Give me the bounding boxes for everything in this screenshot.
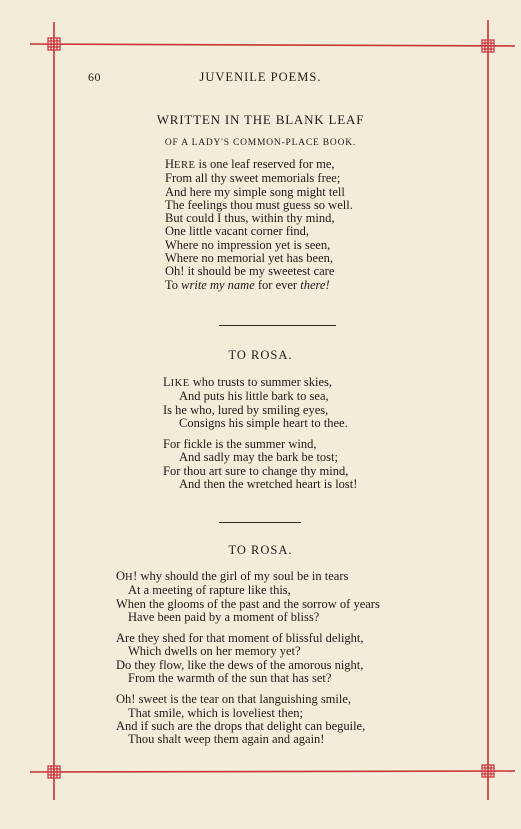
poem-1-subtitle: OF A LADY'S COMMON-PLACE BOOK. xyxy=(164,138,357,148)
poem-line: But could I thus, within thy mind, xyxy=(165,211,335,226)
poem-line-text: ! why should the girl of my soul be in tears xyxy=(133,569,349,583)
poem-1-title: WRITTEN IN THE BLANK LEAF xyxy=(156,112,365,127)
poem-line: And puts his little bark to sea, xyxy=(179,389,329,404)
poem-line: Do they flow, like the dews of the amorous night, xyxy=(116,657,364,672)
section-divider xyxy=(219,522,301,523)
poem-line: And here my simple song might tell xyxy=(165,184,345,199)
poem-line: And sadly may the bark be tost; xyxy=(179,450,338,465)
drop-cap: H xyxy=(165,157,175,171)
poem-line: Which dwells on her memory yet? xyxy=(128,644,301,659)
running-header xyxy=(0,70,521,88)
italic-text: there! xyxy=(300,277,330,292)
poem-line: From the warmth of the sun that has set? xyxy=(128,671,332,686)
poem-line: One little vacant corner find, xyxy=(165,224,310,239)
poem-line xyxy=(165,279,353,292)
poem-2-body xyxy=(163,376,357,491)
italic-text: write my name xyxy=(181,277,255,292)
running-title: JUVENILE POEMS. xyxy=(199,70,322,84)
poem-line: Is he who, lured by smiling eyes, xyxy=(163,402,329,417)
poem-line: For fickle is the summer wind, xyxy=(163,437,317,452)
poem-line: Where no impression yet is seen, xyxy=(165,237,331,252)
poem-line: Oh! it should be my sweetest care xyxy=(165,264,335,279)
poem-line-text: is one leaf reserved for me, xyxy=(195,157,335,171)
poem-line: Where no memorial yet has been, xyxy=(165,251,333,266)
poem-1-body xyxy=(165,158,353,292)
poem-line: For thou art sure to change thy mind, xyxy=(163,463,349,478)
poem-line-text: for ever xyxy=(254,277,301,292)
poem-line: Are they shed for that moment of blissful delight, xyxy=(116,631,364,646)
poem-line: Have been paid by a moment of bliss? xyxy=(128,609,320,624)
small-caps-word: H xyxy=(125,572,134,583)
poem-line: Thou shalt weep them again and again! xyxy=(128,732,325,747)
poem-line: At a meeting of rapture like this, xyxy=(128,583,291,598)
section-divider xyxy=(219,325,336,326)
poem-line xyxy=(116,570,380,584)
poem-line-text: To xyxy=(165,277,182,292)
poem-line: From all thy sweet memorials free; xyxy=(165,171,341,186)
poem-line: Oh! sweet is the tear on that languishing smile, xyxy=(116,692,352,707)
poem-line xyxy=(163,376,357,390)
poem-line-text: who trusts to summer skies, xyxy=(189,375,332,389)
poem-line: And then the wretched heart is lost! xyxy=(179,477,358,492)
page-number: 60 xyxy=(88,70,101,84)
poem-2-title: TO ROSA. xyxy=(228,348,293,362)
poem-line: Consigns his simple heart to thee. xyxy=(179,415,348,430)
poem-line: When the glooms of the past and the sorrow of years xyxy=(116,596,380,611)
poem-line xyxy=(165,158,353,172)
small-caps-word: ERE xyxy=(174,160,196,171)
poem-line: The feelings thou must guess so well. xyxy=(165,197,353,212)
poem-3-title: TO ROSA. xyxy=(228,543,293,557)
small-caps-word: IKE xyxy=(170,378,190,389)
poem-line: That smile, which is loveliest then; xyxy=(128,705,303,720)
poem-line: And if such are the drops that delight can beguile, xyxy=(116,718,366,733)
poem-3-body xyxy=(116,570,380,747)
drop-cap: L xyxy=(163,375,171,389)
drop-cap: O xyxy=(116,569,126,583)
